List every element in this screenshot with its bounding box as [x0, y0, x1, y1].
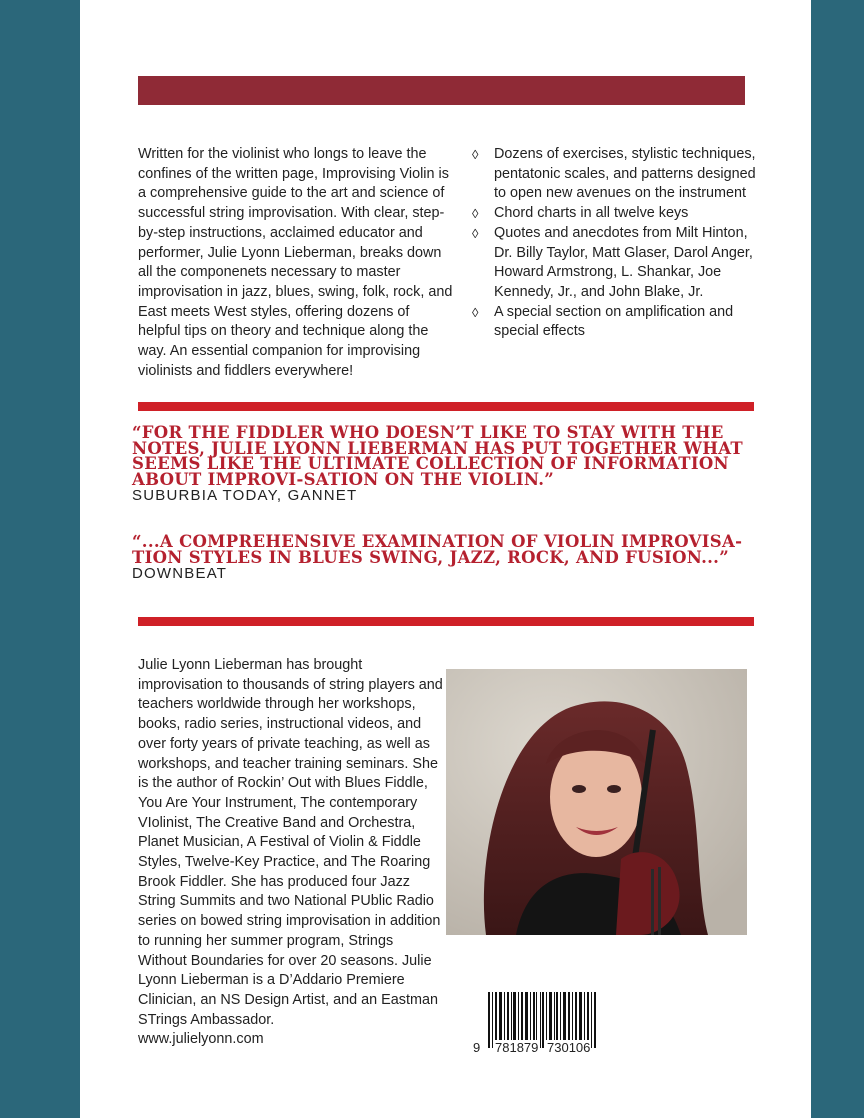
feature-item: ◊ Quotes and anecdotes from Milt Hinton, Dr. Billy Taylor, Matt Glaser, Darol Anger, Howard Armstrong, L. Shankar, Joe Kennedy, Jr., and John Blake, Jr.	[472, 224, 753, 300]
divider-top	[138, 402, 754, 411]
feature-item: ◊ A special section on amplification and special effects	[472, 303, 734, 340]
feature-item: ◊ Chord charts in all twelve keys	[472, 204, 762, 224]
barcode-bars-icon	[470, 992, 620, 1048]
diamond-bullet-icon: ◊	[472, 206, 479, 222]
divider-bottom	[138, 617, 754, 626]
quote-text: “FOR THE FIDDLER WHO DOESN’T LIKE TO STAY WITH THE NOTES, JULIE LYONN LIEBERMAN HAS PUT TOGETHER WHAT SEEMS LIKE THE ULTIMATE COLLECTION OF INFORMATION ABOUT IMPROVI-SATION ON THE VIOLIN.”	[132, 423, 743, 489]
feature-item: ◊ Dozens of exercises, stylistic techniques, pentatonic scales, and patterns designed to open new avenues on the instrument	[472, 146, 756, 202]
feature-list	[472, 145, 762, 342]
diamond-bullet-icon: ◊	[472, 225, 479, 241]
intro-paragraph: Written for the violinist who longs to leave the confines of the written page, Improvising Violin is a comprehensive guide to the art and science of successful string improvisation. With clear, step-by-step instructions, acclaimed educator and performer, Julie Lyonn Lieberman, breaks down all the componenets necessary to master improvisation in jazz, blues, swing, folk, rock, and East meets West styles, offering dozens of helpful tips on theory and technique along the way. An essential companion for improvising violinists and fiddlers everywhere!	[138, 146, 453, 379]
diamond-bullet-icon: ◊	[472, 147, 479, 162]
quote-source: DOWNBEAT	[132, 565, 228, 582]
quote-source: SUBURBIA TODAY, GANNET	[132, 487, 358, 504]
isbn-barcode: 9 781879 730106	[470, 992, 620, 1062]
author-photo-image	[446, 669, 747, 935]
back-cover	[80, 0, 811, 1118]
review-quote	[132, 534, 752, 582]
review-quote	[132, 425, 752, 504]
website-link[interactable]: www.julielyonn.com	[138, 1031, 264, 1048]
header-bar	[138, 76, 745, 105]
quote-text: “...A COMPREHENSIVE EXAMINATION OF VIOLIN IMPROVISA-TION STYLES IN BLUES SWING, JAZZ, ROCK, AND FUSION...”	[132, 532, 743, 567]
bio-text: Julie Lyonn Lieberman has brought improvisation to thousands of string players and teachers worldwide through her workshops, books, radio series, instructional videos, and over forty years of private teaching, as well as workshops, and teacher training seminars. She is the author of Rockin’ Out with Blues Fiddle, You Are Your Instrument, The contemporary VIolinist, The Creative Band and Orchestra, Planet Musician, A Festival of Violin & Fiddle Styles, Twelve-Key Practice, and The Roaring Brook Fiddler. She has produced four Jazz String Summits and two National PUblic Radio series on bowed string improvisation in addition to running her summer program, Strings Without Boundaries for over 20 seasons. Julie Lyonn Lieberman is a D’Addario Premiere Clinician, an NS Design Artist, and an Eastman STrings Ambassador.	[138, 657, 443, 1028]
diamond-bullet-icon: ◊	[472, 304, 479, 320]
author-photo	[446, 669, 747, 935]
author-bio	[138, 656, 443, 1050]
